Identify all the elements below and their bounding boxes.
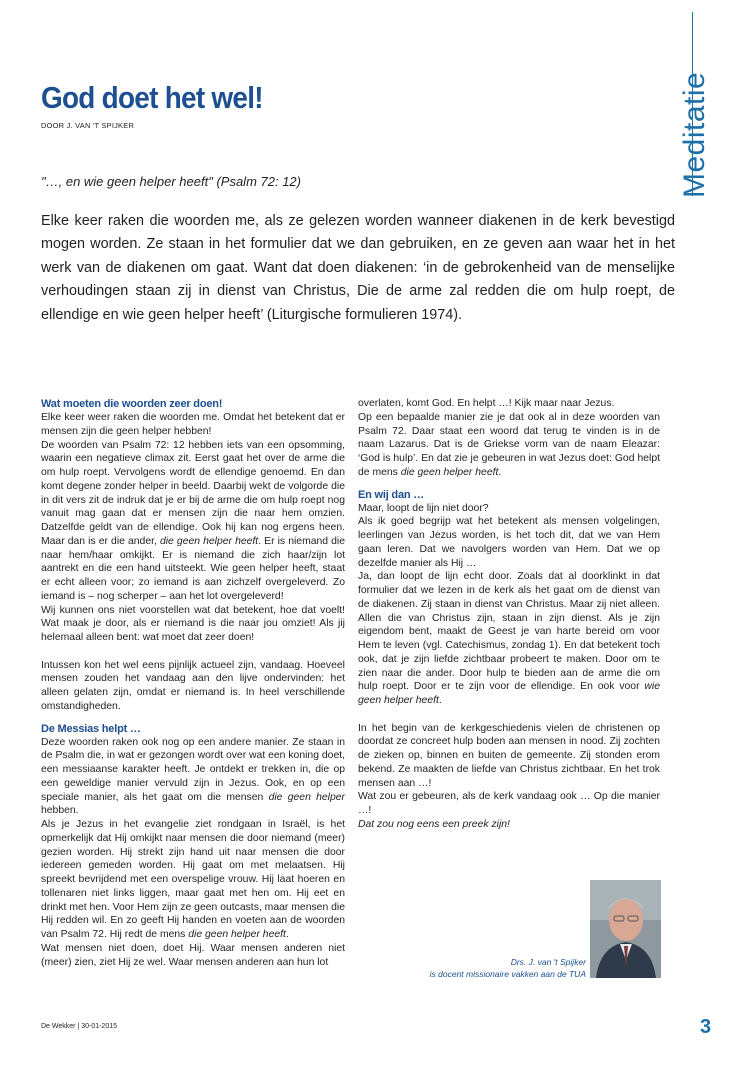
paragraph: Dat zou nog eens een preek zijn! bbox=[358, 818, 510, 830]
paragraph: Intussen kon het wel eens pijnlijk actueel zijn, vandaag. Hoeveel mensen zouden het vandaag aan den lijve ondervinden: het alleen gelaten zijn, omdat er niemand is. In heel verschillende omstandigheden. bbox=[41, 659, 345, 712]
paragraph: Ja, dan loopt de lijn echt door. Zoals dat al doorklinkt in dat formulier dat we lezen in de kerk als het gaat om de dienst van de diakenen. Zij staan in dienst van Christus. Maar zij niet alleen. Allen die van Christus zijn, staan in zijn dienst. Als je zijn eigendom bent, maakt de Geest je van harte bereid om voor Hem te leven (vgl. Catechismus, zondag 1). En dat betekent toch ook, dat je zijn liefde zichtbaar probeert te maken. Door om te zien naar die ander. Door hulp te bieden aan de arme die om hulp roept. Door er te zijn voor de ellendige. En ook voor wie geen helper heeft. bbox=[358, 571, 660, 706]
intro-paragraph: Elke keer raken die woorden me, als ze gelezen worden wanneer diakenen in de kerk bevestigd mogen worden. Ze staan in het formulier dat we dan gebruiken, en ze geven aan waar het in het werk van de diakenen om gaat. Want dat doen diakenen: ‘in de gebrokenheid van de menselijke verhoudingen staan zij in dienst van Christus, Die de arme zal redden die om hulp roept, de ellendige en wie geen helper heeft’ (Liturgische formulieren 1974). bbox=[41, 213, 675, 323]
heading-messias-helpt: De Messias helpt … bbox=[41, 722, 141, 735]
paragraph: Elke keer weer raken die woorden me. Omdat het betekent dat er mensen zijn die geen helper hebben! bbox=[41, 412, 345, 437]
paragraph: In het begin van de kerkgeschiedenis vielen de christenen op doordat ze concreet hulp boden aan mensen in nood. Zij zochten de zieken op, binnen en buiten de gemeente. Zij stonden erom bekend. Ze maakten de liefde van Christus zichtbaar. En het trok mensen aan …! bbox=[358, 722, 660, 789]
paragraph: Wat mensen niet doen, doet Hij. Waar mensen anderen niet (meer) zien, ziet Hij ze wel. Waar mensen anderen aan hun lot bbox=[41, 942, 345, 968]
paragraph: Deze woorden raken ook nog op een andere manier. Ze staan in de Psalm die, in wat er gezongen wordt over wat een koning doet, een messiaanse karakter heeft. Je ontdekt er trekken in, die op een geweldige manier vervuld zijn in Jezus. Ook, en op een speciale manier, als het gaat om die mensen die geen helper hebben. bbox=[41, 736, 346, 817]
heading-en-wij-dan: En wij dan … bbox=[358, 488, 425, 501]
page-number: 3 bbox=[700, 1016, 712, 1038]
author-photo bbox=[590, 880, 661, 978]
scripture-quote: "…, en wie geen helper heeft" (Psalm 72: 12) bbox=[41, 174, 301, 189]
paragraph: Als je Jezus in het evangelie ziet rondgaan in Israël, is het opmerkelijk dat Hij omkijkt naar mensen die door niemand (meer) gezien worden. Hij strekt zijn hand uit naar mensen die door iedereen gemeden worden. Hij gaat om met melaatsen. Hij spreekt bevrijdend met een overspelige vrouw. Hij laat hoeren en tollenaren niet links liggen, maar gaat met hen om. Hij eet en drinkt met hen. Voor Hem zijn ze geen outcasts, maar mensen die Hij redden wil. En zo geeft Hij handen en voeten aan de woorden van Psalm 72. Hij redt de mens die geen helper heeft. bbox=[41, 819, 345, 940]
paragraph: Op een bepaalde manier zie je dat ook al in deze woorden van Psalm 72. Daar staat een woord dat terug te vinden is in de naam Lazarus. Dat is de Griekse vorm van de naam Eleazar: ‘God is hulp’. En dat zie je gebeuren in wat Jezus doet: God helpt de mens die geen helper heeft. bbox=[358, 411, 660, 478]
caption-name: Drs. J. van 't Spijker bbox=[510, 957, 586, 967]
section-label: Meditatie bbox=[678, 71, 711, 198]
paragraph: Maar, loopt de lijn niet door? bbox=[358, 502, 489, 514]
caption-role: is docent missionaire vakken aan de TUA bbox=[429, 969, 586, 979]
paragraph: De woorden van Psalm 72: 12 hebben iets van een opsomming, waarin een negatieve climax zit. Eerst gaat het over de arme die om hulp roept. Vervolgens wordt de ellendige genoemd. En dan komt degene zonder helper in beeld. Daarbij wekt de volgorde die in dit vers zit de indruk dat je er bij de arme die om hulp roept nog vanuit mag gaan dat er mensen zijn die naar hem omzien. Datzelfde geldt van de ellendige. Ook hij kan nog ergens heen. Maar dan is er die ander, die geen helper heeft. Er is niemand die naar hem/haar omkijkt. Er is niemand die zich haar/zijn lot aantrekt en die een hand uitsteekt. Wie geen helper heeft, staat er echt alleen voor; zo iemand is aan zichzelf overgeleverd. Zo iemand is – nog scherper – aan het lot overgeleverd! bbox=[41, 439, 345, 602]
photo-caption bbox=[400, 956, 586, 980]
column-left bbox=[41, 397, 345, 969]
footer-publication: De Wekker | 30-01-2015 bbox=[41, 1023, 118, 1030]
heading-wat-moeten: Wat moeten die woorden zeer doen! bbox=[41, 398, 223, 410]
column-right bbox=[358, 397, 660, 832]
paragraph: Als ik goed begrijp wat het betekent als mensen volgelingen, leerlingen van Jezus worden, is het toch dit, dat we van Hem gaan leren. Dat we navolgers worden van Hem. Dat we op dezelfde manier als Hij … bbox=[358, 516, 660, 569]
paragraph: overlaten, komt God. En helpt …! Kijk maar naar Jezus. bbox=[358, 398, 615, 409]
paragraph: Wat zou er gebeuren, als de kerk vandaag ook … Op die manier …! bbox=[358, 791, 660, 816]
article-title: God doet het wel! bbox=[41, 80, 263, 115]
byline: DOOR J. VAN 'T SPIJKER bbox=[41, 121, 135, 130]
paragraph: Wij kunnen ons niet voorstellen wat dat betekent, hoe dat voelt! Wat maak je door, als er niemand is die naar jou omziet! Als jij helemaal alleen bent: wat moet dat zeer doen! bbox=[41, 604, 345, 643]
